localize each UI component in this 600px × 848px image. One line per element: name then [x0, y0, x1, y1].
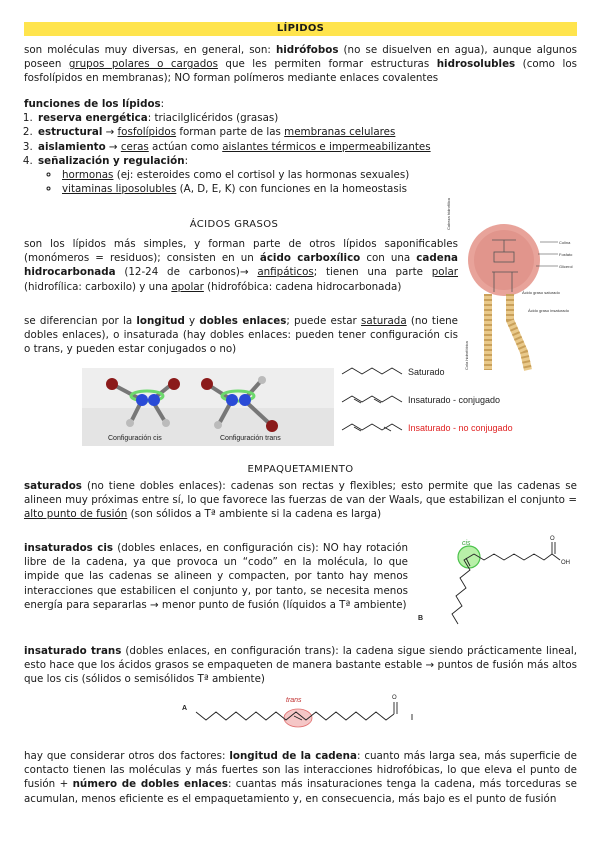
trans-oxygen-label: O [392, 695, 397, 701]
body-text: ; tienen una parte [313, 266, 432, 279]
letter-b: B [418, 615, 424, 622]
body-text: (no tiene dobles enlaces): cadenas son rectas y flexibles; esto permite que las cadenas se alineen muy próximas entre sí, lo que favorece las fuerzas de van der Waals, que estabilizan el conjunto = [24, 480, 577, 507]
function-label: reserva energética [38, 112, 148, 125]
arrow-text: → [102, 126, 118, 139]
letter-a: A [182, 705, 188, 712]
section-heading-empaquetamiento: EMPAQUETAMIENTO [247, 464, 354, 475]
term-saturada: saturada [361, 315, 407, 327]
functions-heading-text: funciones de los lípidos [24, 98, 161, 110]
saturados-paragraph [24, 479, 577, 522]
function-detail: : [184, 154, 189, 167]
body-text: (hidrofílica: carboxilo) y una [24, 280, 172, 293]
body-text: : cuantas más insaturaciones tenga la cadena, más torceduras se acumulan, menos eficiente es el empaquetamiento y, en consecuencia, más bajo es el punto de fusión [24, 778, 577, 805]
body-text: (son sólidos a Tª ambiente si la cadena es larga) [127, 508, 382, 521]
term-cadena-hidrocarbonada: cadena hidrocarbonada [24, 252, 458, 279]
acidos-paragraph-2 [24, 314, 458, 357]
intro-text: son moléculas muy diversas, en general, son: [24, 44, 276, 56]
intro-text: que les permiten formar estructuras [217, 58, 437, 71]
section-heading-acidos: ÁCIDOS GRASOS [189, 219, 279, 230]
cis-fatty-acid-diagram [414, 536, 578, 628]
body-text: son los lípidos más simples, y forman parte de otros lípidos saponificables (monómeros = residuos); consisten en un [24, 238, 458, 265]
list-item [36, 125, 577, 139]
cis-trans-models [82, 368, 334, 446]
term-apolar: apolar [171, 280, 204, 293]
body-text: hay que considerar otros dos factores: [24, 750, 230, 762]
phospholipid-diagram [446, 197, 580, 372]
colina-label: Colina [559, 240, 571, 245]
function-term: hormonas [62, 169, 114, 182]
cis-paragraph [24, 541, 408, 612]
double-bond [384, 427, 391, 431]
functions-list [24, 111, 577, 196]
intro-text: (como los fosfolípidos en membranas); NO forman polímeros mediante enlaces covalentes [24, 58, 577, 85]
list-item [36, 140, 577, 154]
body-text: y [184, 315, 200, 327]
saturated-chain [342, 368, 402, 374]
term-dobles-enlaces: dobles enlaces [199, 315, 287, 327]
acido-insaturado-label: Ácido graso insaturado [528, 308, 569, 313]
term-polar: polar [431, 266, 458, 279]
cola-label: Cola hidrofóbica [464, 341, 469, 370]
body-text: : cuanto más larga sea, más superficie de contacto tienen las moléculas y más fuertes son las interacciones hidrofóbicas, lo que eleva el punto de fusión + [24, 750, 577, 791]
trans-paragraph [24, 644, 577, 687]
list-item [60, 168, 577, 182]
term-hidrosolubles: hidrosolubles [436, 58, 516, 71]
fosfato-label: Fosfato [559, 252, 573, 257]
page-title: LÍPIDOS [24, 22, 577, 36]
term-insaturados-cis: insaturados cis [24, 542, 114, 554]
body-text: (12-24 de carbonos)→ [115, 266, 258, 279]
trans-tag: trans [286, 697, 302, 704]
glicerol-label: Glicerol [559, 264, 573, 269]
intro-paragraph [24, 43, 577, 86]
cis-tag: cis [462, 540, 471, 547]
function-term: ceras [120, 140, 149, 153]
hydroxyl-label: OH [561, 560, 570, 566]
function-label: estructural [38, 126, 103, 139]
term-grupos-polares: grupos polares o cargados [68, 58, 218, 71]
function-detail: (ej: esteroides como el cortisol y las hormonas sexuales) [113, 169, 410, 182]
list-item [36, 111, 577, 125]
sublist [38, 168, 577, 196]
term-acido-carboxilico: ácido carboxílico [259, 252, 361, 265]
acido-saturado-label: Ácido graso saturado [522, 290, 560, 295]
head-shade [474, 230, 534, 290]
arrow-text: → [105, 140, 121, 153]
term-saturados: saturados [24, 480, 82, 492]
function-detail: forman parte de las [176, 126, 285, 139]
list-item [60, 182, 577, 196]
term-longitud: longitud [136, 315, 185, 327]
term-longitud-cadena: longitud de la cadena [229, 750, 357, 762]
conjugado-label: Insaturado - conjugado [408, 395, 501, 405]
functions-section [24, 97, 577, 196]
no-conjugado-label: Insaturado - no conjugado [408, 423, 513, 433]
cis-upper-chain [474, 554, 552, 560]
function-term: fosfolípidos [117, 126, 177, 139]
body-text: (hidrofóbica: cadena hidrocarbonada) [203, 280, 402, 293]
function-term: membranas celulares [284, 126, 396, 139]
function-detail: (A, D, E, K) con funciones en la homeostasis [176, 183, 407, 196]
hydroxyl-bond [552, 554, 560, 560]
nonconjugated-chain [342, 424, 402, 430]
term-insaturado-trans: insaturado trans [24, 645, 122, 657]
term-anfipaticos: anfipáticos [257, 266, 314, 279]
function-detail: actúan como [148, 140, 223, 153]
list-item [36, 154, 577, 197]
cabeza-label: Cabeza hidrofílica [446, 197, 451, 230]
function-term: vitaminas liposolubles [62, 183, 177, 196]
body-text: con una [360, 252, 417, 265]
acidos-paragraph-1 [24, 237, 458, 294]
intro-text: (no se disuelven en agua), aunque algunos poseen [24, 44, 577, 71]
term-alto-punto-fusion: alto punto de fusión [24, 508, 128, 521]
conjugated-chain [342, 396, 402, 402]
term-hidrofobos: hidrófobos [275, 44, 339, 56]
body-text: (dobles enlaces, en configuración cis): NO hay rotación libre de la cadena, ya que provoca un “codo” en la molécula, lo que impide que las cadenas se alineen y compacten, por tanto hay menos interacciones que estabilicen el conjunto y, por tanto, se necesita menos energía para separarlas → menor punto de fusión (líquidos a Tª ambiente) [24, 542, 408, 611]
body-text: se diferencian por la [24, 315, 137, 327]
fatty-acid-tails [488, 294, 528, 370]
function-term: aislantes térmicos e impermeabilizantes [222, 140, 431, 153]
saturado-label: Saturado [408, 367, 445, 377]
oxygen-label: O [550, 536, 555, 542]
trans-fatty-acid-diagram [178, 690, 428, 736]
cis-caption: Configuración cis [108, 435, 162, 442]
function-detail: : triacilglicéridos (grasas) [147, 112, 279, 125]
trans-caption: Configuración trans [220, 435, 281, 442]
body-text: ; puede estar [286, 315, 362, 327]
final-paragraph [24, 749, 577, 806]
body-text: (no tiene dobles enlaces), o insaturada (hay dobles enlaces: pueden tener configuración cis o trans, y pueden estar conjugados o no) [24, 315, 459, 356]
chain-types-diagram [338, 360, 578, 444]
function-label: señalización y regulación [38, 154, 185, 167]
term-numero-dobles: número de dobles enlaces [72, 778, 228, 791]
function-label: aislamiento [38, 140, 106, 153]
body-text: (dobles enlaces, en configuración trans): la cadena sigue siendo prácticamente lineal, esto hace que los ácidos grasos se empaqueten de manera bastante estable → puntos de fusión más altos que los cis (sólidos o semisólidos Tª ambiente) [24, 645, 577, 686]
functions-heading: funciones de los lípidos: [24, 98, 165, 110]
